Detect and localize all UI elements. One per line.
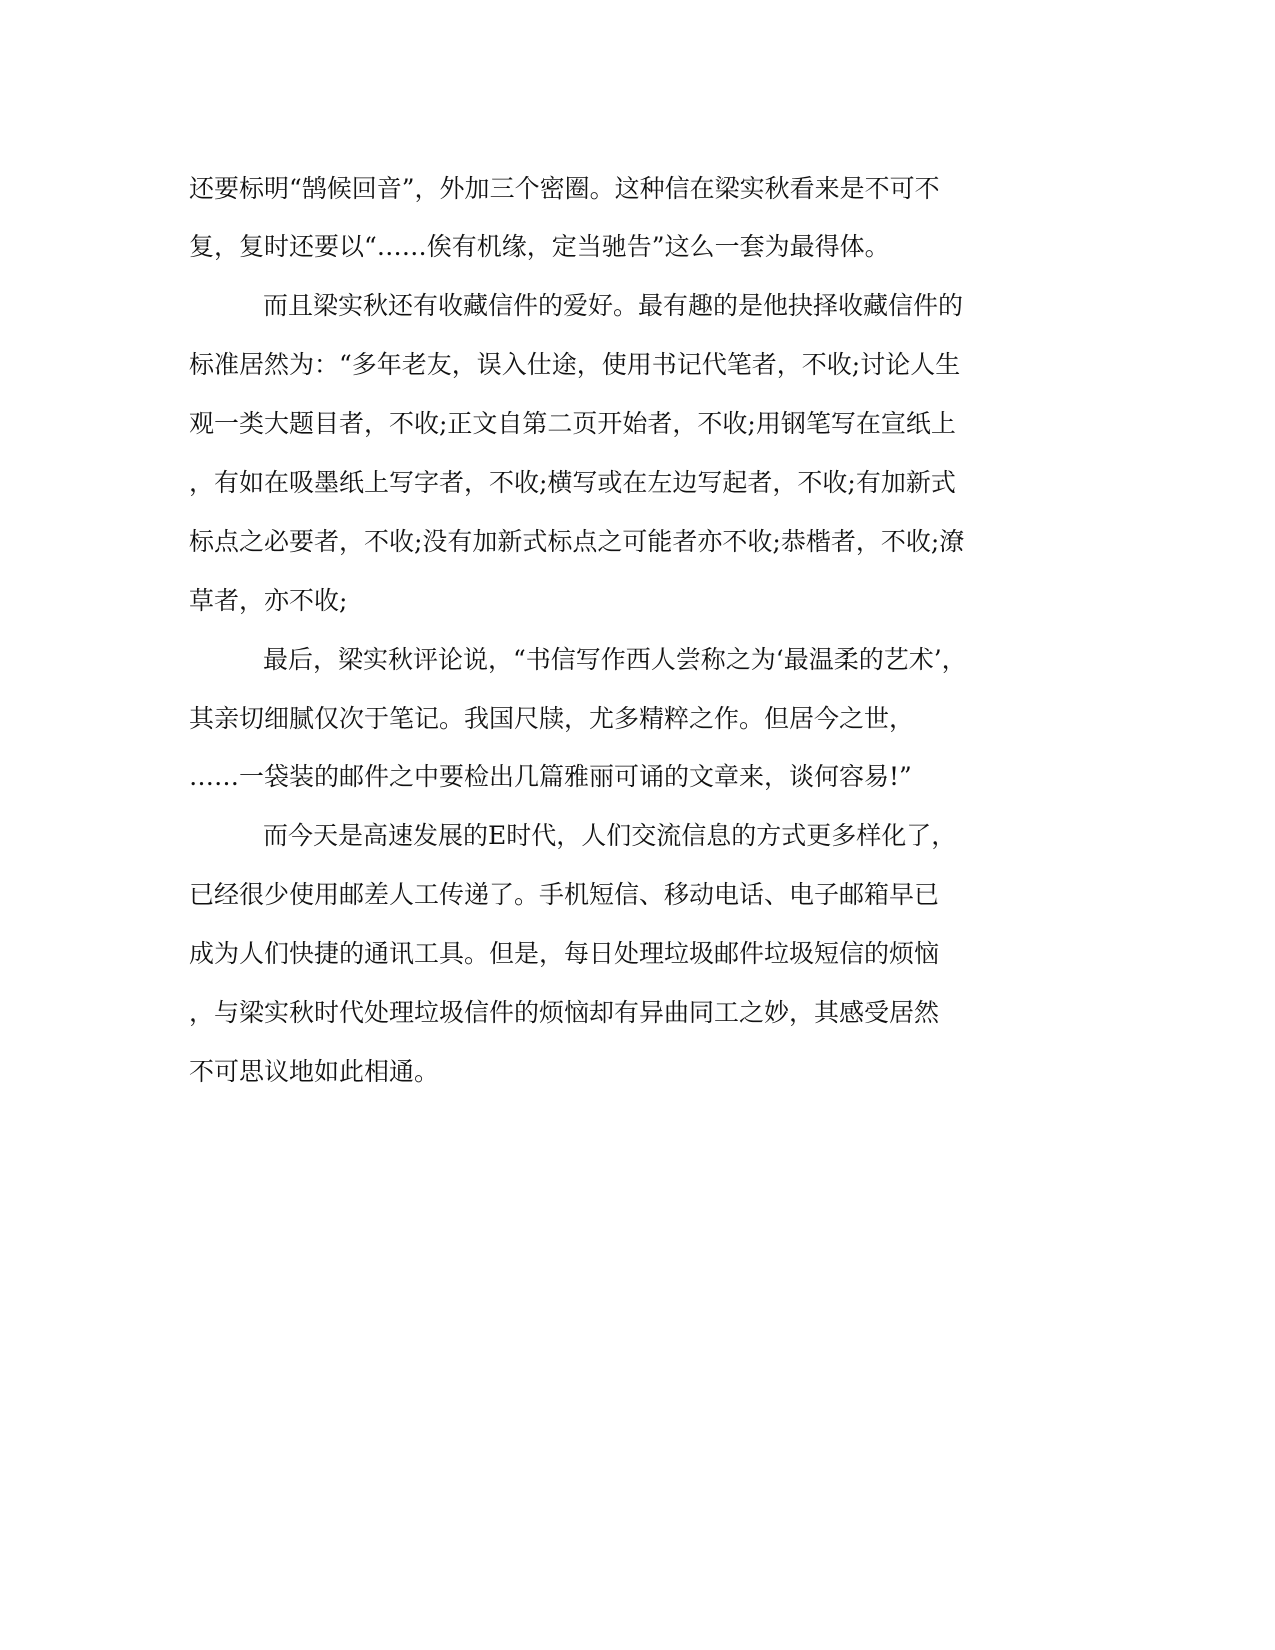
text-line: 不可思议地如此相通。: [189, 1057, 440, 1086]
text-line: ，有如在吸墨纸上写字者，不收;横写或在左边写起者，不收;有加新式: [189, 468, 956, 497]
text-line: 已经很少使用邮差人工传递了。手机短信、移动电话、电子邮箱早已: [189, 880, 940, 909]
text-line: 标准居然为：“多年老友，误入仕途，使用书记代笔者，不收;讨论人生: [189, 350, 961, 379]
text-line: ……一袋装的邮件之中要检出几篇雅丽可诵的文章来，谈何容易!”: [189, 762, 912, 791]
text-line: 还要标明“鹄候回音”，外加三个密圈。这种信在梁实秋看来是不可不: [189, 174, 940, 203]
paragraph-first-line: 而今天是高速发展的E时代，人们交流信息的方式更多样化了，: [263, 821, 957, 850]
text-line: ，与梁实秋时代处理垃圾信件的烦恼却有异曲同工之妙，其感受居然: [189, 998, 940, 1027]
text-line: 其亲切细腻仅次于笔记。我国尺牍，尤多精粹之作。但居今之世，: [189, 704, 915, 733]
text-line: 复，复时还要以“……俟有机缘，定当驰告”这么一套为最得体。: [189, 232, 890, 261]
text-line: 草者，亦不收;: [189, 586, 348, 615]
text-line: 标点之必要者，不收;没有加新式标点之可能者亦不收;恭楷者，不收;潦: [189, 527, 965, 556]
paragraph-first-line: 而且梁实秋还有收藏信件的爱好。最有趣的是他抉择收藏信件的: [263, 291, 964, 320]
text-line: 观一类大题目者，不收;正文自第二页开始者，不收;用钢笔写在宣纸上: [189, 409, 956, 438]
text-line: 成为人们快捷的通讯工具。但是，每日处理垃圾邮件垃圾短信的烦恼: [189, 939, 940, 968]
paragraph-first-line: 最后，梁实秋评论说，“书信写作西人尝称之为‘最温柔的艺术’，: [263, 645, 967, 674]
